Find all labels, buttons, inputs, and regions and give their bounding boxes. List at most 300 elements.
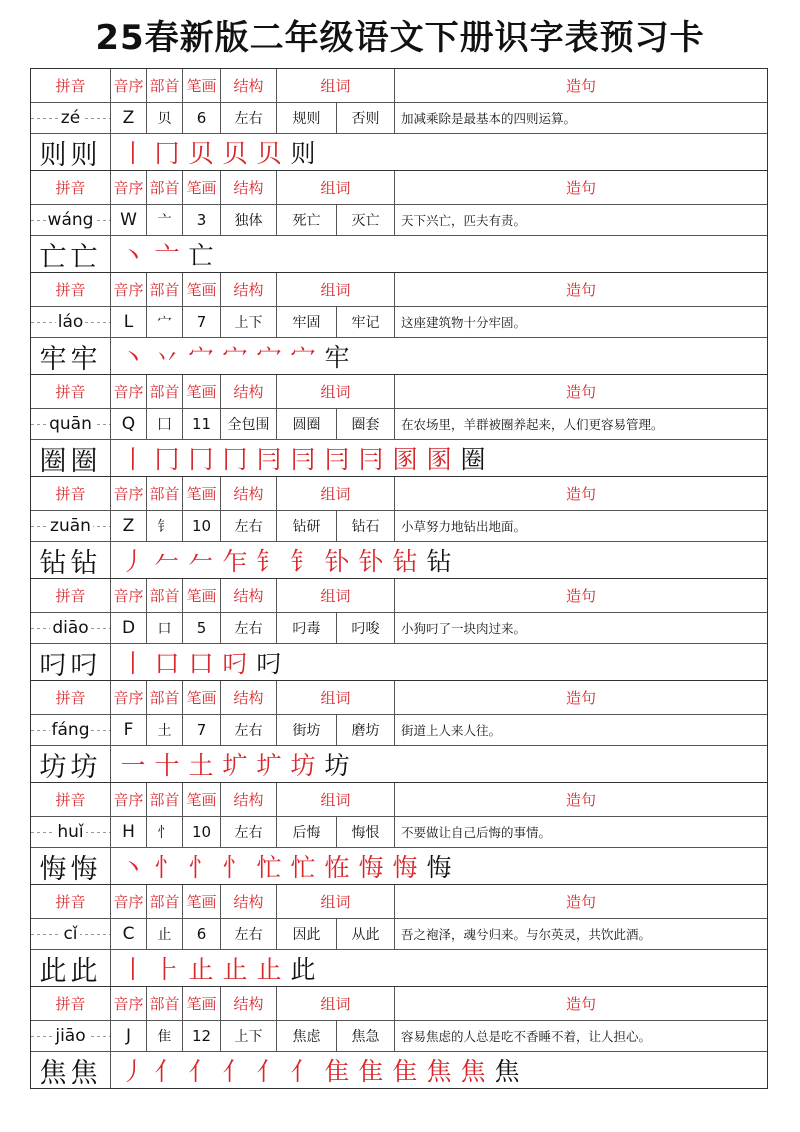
character-glyph: 焦	[39, 1057, 71, 1089]
header-jiegou: 结构	[221, 375, 277, 408]
header-row	[31, 885, 767, 919]
stroke-steps	[111, 542, 453, 578]
header-yinxu: 音序	[111, 579, 147, 612]
stroke-steps	[111, 440, 487, 476]
sentence-cell: 吾之袍泽，魂兮归来。与尔英灵，共饮此酒。	[401, 927, 652, 942]
header-bihua: 笔画	[183, 987, 221, 1020]
yinxu-cell: D	[111, 613, 147, 643]
stroke-step-glyph: 忙	[290, 853, 316, 882]
header-jiegou: 结构	[221, 69, 277, 102]
header-bushou: 部首	[147, 783, 183, 816]
stroke-step	[255, 848, 283, 884]
stroke-order-row	[31, 440, 767, 476]
pinyin-cell	[31, 715, 111, 745]
sentence-cell: 小狗叼了一块肉过来。	[401, 621, 527, 636]
stroke-step	[391, 848, 419, 884]
bushou-cell: 亠	[147, 205, 183, 235]
stroke-step	[323, 848, 351, 884]
header-yinxu: 音序	[111, 171, 147, 204]
stroke-step-glyph: 圹	[256, 751, 282, 780]
character-glyph: 牢	[39, 343, 71, 375]
stroke-step	[119, 950, 147, 986]
word-2-cell: 否则	[337, 103, 395, 133]
character-large	[31, 440, 111, 476]
jiegou-cell: 左右	[221, 817, 277, 847]
stroke-step-glyph: 隹	[358, 1057, 384, 1086]
character-glyph: 焦	[70, 1057, 102, 1089]
word-1-cell: 后悔	[277, 817, 337, 847]
character-large	[31, 1052, 111, 1088]
stroke-step-glyph: 宀	[290, 343, 316, 372]
stroke-step-glyph: 贝	[256, 139, 282, 168]
header-pinyin: 拼音	[31, 477, 111, 510]
word-1-cell: 因此	[277, 919, 337, 949]
stroke-step-glyph: 圂	[392, 445, 418, 474]
data-row	[31, 307, 767, 338]
header-yinxu: 音序	[111, 987, 147, 1020]
stroke-step-glyph: 贝	[188, 139, 214, 168]
stroke-step	[425, 1052, 453, 1088]
bushou-cell: 土	[147, 715, 183, 745]
stroke-step-glyph: 丶	[120, 853, 146, 882]
character-card-table	[30, 68, 768, 1089]
character-glyph: 悔	[70, 853, 102, 885]
jiegou-cell: 独体	[221, 205, 277, 235]
header-yinxu: 音序	[111, 885, 147, 918]
header-zuci: 组词	[277, 579, 395, 612]
stroke-steps	[111, 338, 351, 374]
character-large	[31, 134, 111, 170]
stroke-step	[323, 542, 351, 578]
data-row	[31, 511, 767, 542]
stroke-order-row	[31, 542, 767, 578]
header-bushou: 部首	[147, 987, 183, 1020]
word-2-cell: 磨坊	[337, 715, 395, 745]
header-bihua: 笔画	[183, 273, 221, 306]
header-zaoju: 造句	[565, 77, 596, 95]
data-row	[31, 919, 767, 950]
character-glyph: 叼	[70, 649, 102, 681]
character-entry	[31, 477, 767, 579]
header-bushou: 部首	[147, 477, 183, 510]
stroke-step	[119, 236, 147, 272]
stroke-step	[187, 644, 215, 680]
data-row	[31, 103, 767, 134]
pinyin-cell-text: zé	[60, 108, 81, 128]
bihua-cell: 7	[183, 715, 221, 745]
jiegou-cell: 左右	[221, 919, 277, 949]
stroke-step	[323, 440, 351, 476]
sentence-cell: 小草努力地钻出地面。	[401, 519, 527, 534]
word-1-cell: 圆圈	[277, 409, 337, 439]
header-pinyin: 拼音	[31, 273, 111, 306]
character-large	[31, 542, 111, 578]
stroke-step-glyph: 隹	[392, 1057, 418, 1086]
jiegou-cell: 左右	[221, 715, 277, 745]
stroke-step	[425, 440, 453, 476]
stroke-step-glyph: 悔	[358, 853, 384, 882]
sentence-cell: 容易焦虑的人总是吃不香睡不着，让人担心。	[401, 1029, 652, 1044]
stroke-step	[323, 1052, 351, 1088]
stroke-step	[153, 236, 181, 272]
stroke-step-glyph: 丨	[120, 445, 146, 474]
pinyin-cell-text: fáng	[51, 720, 90, 740]
sentence-cell: 加减乘除是最基本的四则运算。	[401, 111, 577, 126]
stroke-order-row	[31, 644, 767, 680]
header-zaoju: 造句	[565, 485, 596, 503]
stroke-step	[119, 338, 147, 374]
pinyin-cell	[31, 307, 111, 337]
stroke-order-row	[31, 236, 767, 272]
data-row	[31, 1021, 767, 1052]
header-zuci: 组词	[277, 69, 395, 102]
stroke-step-glyph: 宀	[256, 343, 282, 372]
stroke-step	[221, 1052, 249, 1088]
header-bushou: 部首	[147, 273, 183, 306]
stroke-step	[153, 1052, 181, 1088]
header-zaoju: 造句	[565, 791, 596, 809]
jiegou-cell: 上下	[221, 1021, 277, 1051]
stroke-step-glyph: 亻	[290, 1057, 316, 1086]
character-glyph: 此	[70, 955, 102, 987]
stroke-step-glyph: 冂	[154, 139, 180, 168]
bushou-cell: 隹	[147, 1021, 183, 1051]
stroke-step-glyph: 钻	[426, 547, 452, 576]
stroke-step	[323, 746, 351, 782]
character-large	[31, 848, 111, 884]
data-row	[31, 715, 767, 746]
stroke-steps	[111, 1052, 521, 1088]
stroke-step	[119, 542, 147, 578]
header-bushou: 部首	[147, 885, 183, 918]
stroke-step-glyph: 丨	[120, 955, 146, 984]
character-entry	[31, 579, 767, 681]
character-entry	[31, 783, 767, 885]
stroke-step	[221, 134, 249, 170]
header-zuci: 组词	[277, 681, 395, 714]
stroke-step-glyph: 悔	[392, 853, 418, 882]
data-row	[31, 817, 767, 848]
header-bushou: 部首	[147, 579, 183, 612]
pinyin-cell	[31, 511, 111, 541]
header-bihua: 笔画	[183, 375, 221, 408]
stroke-step	[119, 1052, 147, 1088]
header-zuci: 组词	[277, 273, 395, 306]
data-row	[31, 613, 767, 644]
stroke-step-glyph: 𠂉	[154, 547, 180, 576]
stroke-order-row	[31, 134, 767, 170]
stroke-order-row	[31, 848, 767, 884]
header-row	[31, 783, 767, 817]
stroke-step-glyph: 忙	[256, 853, 282, 882]
stroke-steps	[111, 950, 317, 986]
pinyin-cell-text: wáng	[47, 210, 94, 230]
character-glyph: 此	[39, 955, 71, 987]
stroke-step-glyph: 止	[222, 955, 248, 984]
word-2-cell: 圈套	[337, 409, 395, 439]
stroke-steps	[111, 746, 351, 782]
stroke-step	[221, 950, 249, 986]
stroke-step	[289, 134, 317, 170]
stroke-step-glyph: 焦	[494, 1057, 520, 1086]
character-entry	[31, 987, 767, 1088]
header-jiegou: 结构	[221, 477, 277, 510]
header-yinxu: 音序	[111, 477, 147, 510]
header-zaoju: 造句	[565, 179, 596, 197]
data-row	[31, 409, 767, 440]
stroke-step-glyph: 牢	[324, 343, 350, 372]
word-2-cell: 叼唆	[337, 613, 395, 643]
stroke-step-glyph: 止	[256, 955, 282, 984]
yinxu-cell: H	[111, 817, 147, 847]
stroke-steps	[111, 848, 453, 884]
stroke-step	[221, 746, 249, 782]
header-row	[31, 375, 767, 409]
header-row	[31, 681, 767, 715]
character-glyph: 钻	[39, 547, 71, 579]
pinyin-cell	[31, 817, 111, 847]
pinyin-cell	[31, 409, 111, 439]
pinyin-cell	[31, 103, 111, 133]
stroke-step	[187, 338, 215, 374]
header-pinyin: 拼音	[31, 783, 111, 816]
stroke-step-glyph: 圹	[222, 751, 248, 780]
stroke-step-glyph: 亻	[154, 1057, 180, 1086]
stroke-step	[323, 338, 351, 374]
pinyin-cell-text: jiāo	[55, 1026, 86, 1046]
stroke-step	[255, 746, 283, 782]
stroke-step	[391, 542, 419, 578]
stroke-step-glyph: 叼	[256, 649, 282, 678]
stroke-step-glyph: 丷	[154, 343, 180, 372]
header-bihua: 笔画	[183, 579, 221, 612]
word-2-cell: 牢记	[337, 307, 395, 337]
header-bihua: 笔画	[183, 681, 221, 714]
header-pinyin: 拼音	[31, 681, 111, 714]
stroke-step-glyph: 冃	[290, 445, 316, 474]
word-1-cell: 街坊	[277, 715, 337, 745]
sentence-cell: 街道上人来人往。	[401, 723, 502, 738]
bushou-cell: 宀	[147, 307, 183, 337]
character-glyph: 坊	[70, 751, 102, 783]
character-glyph: 钻	[70, 547, 102, 579]
word-1-cell: 规则	[277, 103, 337, 133]
bihua-cell: 5	[183, 613, 221, 643]
stroke-step	[289, 1052, 317, 1088]
header-jiegou: 结构	[221, 885, 277, 918]
stroke-step	[289, 338, 317, 374]
sentence-cell: 不要做让自己后悔的事情。	[401, 825, 552, 840]
header-pinyin: 拼音	[31, 885, 111, 918]
stroke-step-glyph: 冃	[256, 445, 282, 474]
stroke-step-glyph: 丶	[120, 343, 146, 372]
word-1-cell: 焦虑	[277, 1021, 337, 1051]
character-glyph: 叼	[39, 649, 71, 681]
stroke-step	[459, 440, 487, 476]
header-yinxu: 音序	[111, 783, 147, 816]
header-pinyin: 拼音	[31, 69, 111, 102]
character-large	[31, 746, 111, 782]
stroke-step-glyph: 隹	[324, 1057, 350, 1086]
header-jiegou: 结构	[221, 171, 277, 204]
bihua-cell: 3	[183, 205, 221, 235]
stroke-step-glyph: 贝	[222, 139, 248, 168]
stroke-step	[357, 542, 385, 578]
header-zaoju: 造句	[565, 995, 596, 1013]
stroke-step	[425, 848, 453, 884]
stroke-step-glyph: 亻	[222, 1057, 248, 1086]
character-glyph: 圈	[70, 445, 102, 477]
header-jiegou: 结构	[221, 681, 277, 714]
header-zaoju: 造句	[565, 689, 596, 707]
stroke-step-glyph: 亻	[188, 1057, 214, 1086]
stroke-steps	[111, 644, 283, 680]
header-pinyin: 拼音	[31, 375, 111, 408]
stroke-step	[255, 134, 283, 170]
stroke-steps	[111, 236, 215, 272]
stroke-step-glyph: 则	[290, 139, 316, 168]
character-glyph: 则	[70, 139, 102, 171]
stroke-step-glyph: 宀	[222, 343, 248, 372]
stroke-step	[357, 440, 385, 476]
yinxu-cell: Z	[111, 511, 147, 541]
stroke-step-glyph: 冂	[222, 445, 248, 474]
stroke-order-row	[31, 1052, 767, 1088]
bihua-cell: 6	[183, 919, 221, 949]
stroke-step-glyph: ⺊	[154, 955, 180, 984]
stroke-order-row	[31, 338, 767, 374]
stroke-step-glyph: 恠	[324, 853, 350, 882]
character-glyph: 圈	[39, 445, 71, 477]
stroke-step	[119, 746, 147, 782]
stroke-step	[493, 1052, 521, 1088]
stroke-step-glyph: 叼	[222, 649, 248, 678]
bihua-cell: 11	[183, 409, 221, 439]
header-bushou: 部首	[147, 171, 183, 204]
stroke-step	[153, 848, 181, 884]
stroke-step	[153, 542, 181, 578]
stroke-step-glyph: 忄	[154, 853, 180, 882]
bihua-cell: 10	[183, 511, 221, 541]
stroke-step	[221, 542, 249, 578]
stroke-step-glyph: 冃	[358, 445, 384, 474]
header-yinxu: 音序	[111, 375, 147, 408]
stroke-step	[187, 542, 215, 578]
stroke-step-glyph: 焦	[460, 1057, 486, 1086]
header-bushou: 部首	[147, 681, 183, 714]
character-entry	[31, 885, 767, 987]
header-bihua: 笔画	[183, 477, 221, 510]
stroke-step	[119, 134, 147, 170]
stroke-step	[255, 644, 283, 680]
bushou-cell: 贝	[147, 103, 183, 133]
header-yinxu: 音序	[111, 69, 147, 102]
header-yinxu: 音序	[111, 681, 147, 714]
stroke-step	[221, 644, 249, 680]
character-glyph: 悔	[39, 853, 71, 885]
stroke-step-glyph: 此	[290, 955, 316, 984]
header-jiegou: 结构	[221, 783, 277, 816]
header-row	[31, 579, 767, 613]
bihua-cell: 10	[183, 817, 221, 847]
stroke-step-glyph: 钋	[324, 547, 350, 576]
sentence-cell: 天下兴亡，匹夫有责。	[401, 213, 527, 228]
word-1-cell: 叼毒	[277, 613, 337, 643]
stroke-step	[119, 440, 147, 476]
stroke-step-glyph: 口	[154, 649, 180, 678]
stroke-step-glyph: 亡	[188, 241, 214, 270]
stroke-step	[255, 1052, 283, 1088]
stroke-step	[255, 338, 283, 374]
header-zuci: 组词	[277, 375, 395, 408]
stroke-step	[357, 848, 385, 884]
character-entry	[31, 273, 767, 375]
character-glyph: 坊	[39, 751, 71, 783]
jiegou-cell: 全包围	[221, 409, 277, 439]
stroke-order-row	[31, 950, 767, 986]
character-entry	[31, 375, 767, 477]
word-2-cell: 钻石	[337, 511, 395, 541]
stroke-step-glyph: 丨	[120, 139, 146, 168]
yinxu-cell: Q	[111, 409, 147, 439]
stroke-step-glyph: 丶	[120, 241, 146, 270]
stroke-step-glyph: 钅	[256, 547, 282, 576]
header-zuci: 组词	[277, 987, 395, 1020]
stroke-step-glyph: 宀	[188, 343, 214, 372]
data-row	[31, 205, 767, 236]
stroke-step-glyph: 冂	[154, 445, 180, 474]
stroke-step	[187, 134, 215, 170]
stroke-step	[459, 1052, 487, 1088]
yinxu-cell: J	[111, 1021, 147, 1051]
pinyin-cell	[31, 919, 111, 949]
yinxu-cell: Z	[111, 103, 147, 133]
page-title: 25春新版二年级语文下册识字表预习卡	[95, 18, 705, 58]
yinxu-cell: C	[111, 919, 147, 949]
header-jiegou: 结构	[221, 987, 277, 1020]
stroke-step	[391, 1052, 419, 1088]
stroke-step	[221, 848, 249, 884]
stroke-step-glyph: 亻	[256, 1057, 282, 1086]
header-bihua: 笔画	[183, 885, 221, 918]
header-zuci: 组词	[277, 477, 395, 510]
stroke-step	[187, 950, 215, 986]
stroke-steps	[111, 134, 317, 170]
jiegou-cell: 上下	[221, 307, 277, 337]
pinyin-cell-text: huǐ	[57, 822, 84, 842]
jiegou-cell: 左右	[221, 511, 277, 541]
header-pinyin: 拼音	[31, 987, 111, 1020]
character-glyph: 则	[39, 139, 71, 171]
header-pinyin: 拼音	[31, 171, 111, 204]
stroke-step	[153, 338, 181, 374]
stroke-step	[153, 644, 181, 680]
character-large	[31, 338, 111, 374]
pinyin-cell-text: cǐ	[63, 924, 78, 944]
sentence-cell: 这座建筑物十分牢固。	[401, 315, 527, 330]
stroke-step-glyph: 焦	[426, 1057, 452, 1086]
stroke-step-glyph: 钅	[290, 547, 316, 576]
header-zuci: 组词	[277, 171, 395, 204]
stroke-step	[187, 1052, 215, 1088]
stroke-step	[289, 440, 317, 476]
header-jiegou: 结构	[221, 579, 277, 612]
stroke-step	[255, 542, 283, 578]
header-zaoju: 造句	[565, 893, 596, 911]
yinxu-cell: F	[111, 715, 147, 745]
stroke-step-glyph: 十	[154, 751, 180, 780]
stroke-step-glyph: 坊	[324, 751, 350, 780]
